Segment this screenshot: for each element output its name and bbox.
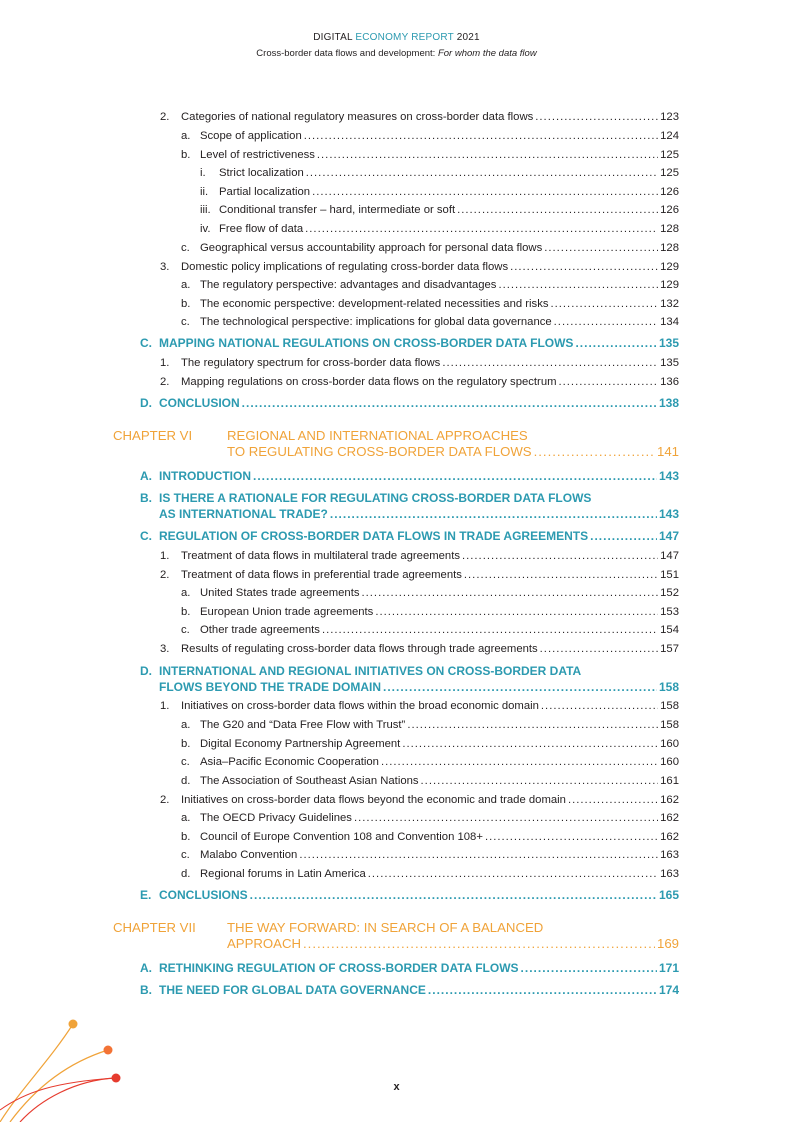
toc-leader-dots xyxy=(551,296,659,312)
toc-number: c. xyxy=(181,849,190,861)
toc-entry-title: CONCLUSION xyxy=(159,396,240,410)
toc-entry[interactable] xyxy=(159,887,679,903)
toc-number: a. xyxy=(181,719,191,731)
toc-entry-title: Initiatives on cross-border data flows within the broad economic domain xyxy=(181,700,539,712)
toc-number: iii. xyxy=(200,204,211,216)
toc-entry-title: Domestic policy implications of regulating cross-border data flows xyxy=(181,261,509,273)
toc-entry-title: The regulatory spectrum for cross-border data flows xyxy=(181,357,441,369)
toc-entry-title: Asia–Pacific Economic Cooperation xyxy=(200,756,379,768)
toc-number: D. xyxy=(140,396,152,410)
toc-leader-dots xyxy=(317,147,658,163)
toc-number: b. xyxy=(181,298,191,310)
toc-page-number: 136 xyxy=(660,376,679,388)
toc-leader-dots xyxy=(368,866,658,882)
toc-number: B. xyxy=(140,491,152,505)
toc-entry[interactable] xyxy=(200,810,679,826)
toc-page-number: 126 xyxy=(660,186,679,198)
toc-leader-dots xyxy=(303,936,655,952)
toc-entry-title: INTERNATIONAL AND REGIONAL INITIATIVES ON CROSS-BORDER DATA xyxy=(159,664,582,678)
toc-entry[interactable] xyxy=(200,866,679,882)
toc-number: c. xyxy=(181,242,190,254)
toc-entry[interactable] xyxy=(181,109,679,125)
toc-entry[interactable] xyxy=(181,374,679,390)
toc-page-number: 129 xyxy=(660,279,679,291)
toc-entry-title: Treatment of data flows in preferential trade agreements xyxy=(181,569,462,581)
toc-entry-title: The economic perspective: development-related necessities and risks xyxy=(200,298,549,310)
toc-leader-dots xyxy=(330,506,657,522)
toc-page-number: 143 xyxy=(658,507,679,521)
toc-number: a. xyxy=(181,587,191,599)
toc-page-number: 125 xyxy=(660,149,679,161)
toc-page-number: 162 xyxy=(660,831,679,843)
toc-entry[interactable] xyxy=(159,335,679,351)
toc-entry-title: REGULATION OF CROSS-BORDER DATA FLOWS IN TRADE AGREEMENTS xyxy=(159,529,589,543)
toc-page-number: 128 xyxy=(660,223,679,235)
toc-page-number: 153 xyxy=(660,606,679,618)
toc-entry[interactable] xyxy=(159,468,679,484)
toc-entry[interactable] xyxy=(227,444,679,460)
toc-page-number: 147 xyxy=(660,550,679,562)
toc-leader-dots xyxy=(554,314,658,330)
page-number: x xyxy=(393,1081,400,1093)
toc-entry-title: Regional forums in Latin America xyxy=(200,868,366,880)
toc-entry[interactable] xyxy=(181,567,679,583)
toc-entry-title: CONCLUSIONS xyxy=(159,888,248,902)
decorative-curves-icon xyxy=(0,1010,130,1122)
toc-entry[interactable] xyxy=(200,829,679,845)
toc-leader-dots xyxy=(306,165,658,181)
toc-entry[interactable] xyxy=(200,604,679,620)
toc-leader-dots xyxy=(590,528,657,544)
toc-number: a. xyxy=(181,279,191,291)
toc-number: c. xyxy=(181,624,190,636)
toc-entry[interactable] xyxy=(159,528,679,544)
toc-entry[interactable] xyxy=(200,240,679,256)
toc-leader-dots xyxy=(407,717,658,733)
toc-entry-title-cont: APPROACH xyxy=(227,936,302,951)
toc-entry[interactable] xyxy=(159,982,679,998)
toc-page-number: 158 xyxy=(660,700,679,712)
toc-leader-dots xyxy=(253,468,657,484)
toc-page-number: 129 xyxy=(660,261,679,273)
toc-number: C. xyxy=(140,529,152,543)
toc-number: a. xyxy=(181,812,191,824)
toc-leader-dots xyxy=(362,585,659,601)
toc-page-number: 135 xyxy=(658,336,679,350)
toc-number: A. xyxy=(140,469,152,483)
toc-page-number: 123 xyxy=(660,111,679,123)
toc-page-number: 157 xyxy=(660,643,679,655)
toc-page-number: 138 xyxy=(658,396,679,410)
toc-page-number: 154 xyxy=(660,624,679,636)
toc-page-number: 160 xyxy=(660,738,679,750)
toc-number: b. xyxy=(181,831,191,843)
toc-page-number: 134 xyxy=(660,316,679,328)
toc-page-number: 124 xyxy=(660,130,679,142)
toc-leader-dots xyxy=(305,221,658,237)
toc-number: 3. xyxy=(160,643,170,655)
toc-entry[interactable] xyxy=(200,754,679,770)
toc-entry[interactable] xyxy=(181,548,679,564)
toc-entry[interactable] xyxy=(181,792,679,808)
toc-leader-dots xyxy=(498,277,658,293)
toc-entry-title: Geographical versus accountability approach for personal data flows xyxy=(200,242,543,254)
toc-page-number: 174 xyxy=(658,983,679,997)
toc-page-number: 163 xyxy=(660,849,679,861)
toc-entry-title: MAPPING NATIONAL REGULATIONS ON CROSS-BORDER DATA FLOWS xyxy=(159,336,574,350)
toc-entry-title-cont: FLOWS BEYOND THE TRADE DOMAIN xyxy=(159,680,381,694)
toc-leader-dots xyxy=(457,202,658,218)
toc-page-number: 160 xyxy=(660,756,679,768)
toc-number: 3. xyxy=(160,261,170,273)
toc-number: 1. xyxy=(160,550,170,562)
toc-number: ii. xyxy=(200,186,209,198)
toc-leader-dots xyxy=(428,982,657,998)
toc-entry[interactable] xyxy=(159,395,679,411)
toc-leader-dots xyxy=(375,604,658,620)
toc-leader-dots xyxy=(354,810,658,826)
toc-leader-dots xyxy=(510,259,658,275)
toc-leader-dots xyxy=(535,109,658,125)
toc-entry[interactable] xyxy=(219,202,679,218)
toc-page-number: 171 xyxy=(658,961,679,975)
toc-page-number: 147 xyxy=(658,529,679,543)
running-header xyxy=(0,31,793,60)
chapter-label: CHAPTER VI xyxy=(113,428,193,443)
toc-entry-title: The technological perspective: implications for global data governance xyxy=(200,316,552,328)
toc-page-number: 163 xyxy=(660,868,679,880)
toc-number: b. xyxy=(181,606,191,618)
toc-entry-title: Conditional transfer – hard, intermediate or soft xyxy=(219,204,456,216)
report-subtitle: Cross-border data flows and development: For whom the data flow xyxy=(256,48,537,59)
toc-leader-dots xyxy=(521,960,657,976)
toc-entry-title: Level of restrictiveness xyxy=(200,149,315,161)
toc-number: D. xyxy=(140,664,152,678)
toc-entry[interactable] xyxy=(200,277,679,293)
toc-entry-title: Categories of national regulatory measures on cross-border data flows xyxy=(181,111,534,123)
toc-page-number: 141 xyxy=(656,444,679,459)
toc-entry-title: The G20 and “Data Free Flow with Trust” xyxy=(200,719,406,731)
toc-entry[interactable] xyxy=(181,259,679,275)
toc-number: c. xyxy=(181,756,190,768)
toc-number: E. xyxy=(140,888,152,902)
toc-entry-title: Other trade agreements xyxy=(200,624,320,636)
toc-entry[interactable] xyxy=(219,184,679,200)
toc-page-number: 143 xyxy=(658,469,679,483)
toc-page-number: 126 xyxy=(660,204,679,216)
toc-entry-title: Mapping regulations on cross-border data flows on the regulatory spectrum xyxy=(181,376,557,388)
toc-number: b. xyxy=(181,738,191,750)
toc-page-number: 162 xyxy=(660,812,679,824)
toc-entry-title: Malabo Convention xyxy=(200,849,298,861)
toc-entry-title: Council of Europe Convention 108 and Convention 108+ xyxy=(200,831,483,843)
toc-entry[interactable] xyxy=(159,506,679,522)
toc-entry-title: The regulatory perspective: advantages and disadvantages xyxy=(200,279,497,291)
toc-entry[interactable] xyxy=(227,936,679,952)
toc-leader-dots xyxy=(541,698,658,714)
toc-entry-title: RETHINKING REGULATION OF CROSS-BORDER DATA FLOWS xyxy=(159,961,519,975)
toc-number: d. xyxy=(181,775,191,787)
toc-number: iv. xyxy=(200,223,211,235)
toc-page-number: 151 xyxy=(660,569,679,581)
toc-entry[interactable] xyxy=(200,736,679,752)
toc-entry-title: Digital Economy Partnership Agreement xyxy=(200,738,401,750)
toc-entry-title: European Union trade agreements xyxy=(200,606,374,618)
toc-leader-dots xyxy=(568,792,658,808)
toc-number: 2. xyxy=(160,111,170,123)
toc-entry-title: THE NEED FOR GLOBAL DATA GOVERNANCE xyxy=(159,983,426,997)
toc-page-number: 161 xyxy=(660,775,679,787)
toc-leader-dots xyxy=(381,754,658,770)
toc-number: 2. xyxy=(160,794,170,806)
toc-number: 2. xyxy=(160,376,170,388)
toc-page-number: 132 xyxy=(660,298,679,310)
toc-leader-dots xyxy=(462,548,658,564)
toc-entry-title: Partial localization xyxy=(219,186,311,198)
toc-leader-dots xyxy=(534,444,655,460)
toc-page-number: 158 xyxy=(660,719,679,731)
toc-entry-title: The Association of Southeast Asian Nations xyxy=(200,775,419,787)
toc-entry[interactable] xyxy=(159,679,679,695)
toc-page-number: 125 xyxy=(660,167,679,179)
toc-entry-title: Initiatives on cross-border data flows beyond the economic and trade domain xyxy=(181,794,566,806)
toc-leader-dots xyxy=(485,829,658,845)
toc-entry-title: United States trade agreements xyxy=(200,587,360,599)
toc-leader-dots xyxy=(402,736,658,752)
toc-leader-dots xyxy=(242,395,657,411)
toc-number: A. xyxy=(140,961,152,975)
toc-leader-dots xyxy=(383,679,657,695)
report-title: DIGITAL ECONOMY REPORT 2021 xyxy=(313,32,480,43)
toc-entry-title: Treatment of data flows in multilateral trade agreements xyxy=(181,550,460,562)
toc-entry[interactable] xyxy=(181,641,679,657)
toc-entry[interactable] xyxy=(200,847,679,863)
toc-entry-title: The OECD Privacy Guidelines xyxy=(200,812,352,824)
toc-leader-dots xyxy=(250,887,657,903)
toc-number: i. xyxy=(200,167,206,179)
toc-leader-dots xyxy=(464,567,658,583)
toc-number: B. xyxy=(140,983,152,997)
toc-entry-title-cont: AS INTERNATIONAL TRADE? xyxy=(159,507,328,521)
toc-leader-dots xyxy=(299,847,658,863)
toc-entry[interactable] xyxy=(200,128,679,144)
toc-number: d. xyxy=(181,868,191,880)
toc-entry-title: Scope of application xyxy=(200,130,302,142)
toc-entry[interactable] xyxy=(200,147,679,163)
toc-entry-title: THE WAY FORWARD: IN SEARCH OF A BALANCED xyxy=(227,920,544,935)
toc-entry[interactable] xyxy=(219,165,679,181)
toc-entry-title: REGIONAL AND INTERNATIONAL APPROACHES xyxy=(227,428,528,443)
toc-leader-dots xyxy=(544,240,658,256)
toc-page-number: 169 xyxy=(656,936,679,951)
toc-leader-dots xyxy=(442,355,658,371)
toc-entry[interactable] xyxy=(200,773,679,789)
toc-number: 1. xyxy=(160,700,170,712)
toc-entry[interactable] xyxy=(181,698,679,714)
toc-number: c. xyxy=(181,316,190,328)
toc-number: b. xyxy=(181,149,191,161)
toc-entry-title: Free flow of data xyxy=(219,223,304,235)
toc-leader-dots xyxy=(559,374,659,390)
toc-number: 2. xyxy=(160,569,170,581)
toc-page-number: 152 xyxy=(660,587,679,599)
toc-page-number: 158 xyxy=(658,680,679,694)
toc-entry[interactable] xyxy=(200,296,679,312)
toc-entry[interactable] xyxy=(219,221,679,237)
toc-entry[interactable] xyxy=(200,314,679,330)
toc-entry-title: Results of regulating cross-border data flows through trade agreements xyxy=(181,643,538,655)
toc-page-number: 162 xyxy=(660,794,679,806)
toc-page-number: 165 xyxy=(658,888,679,902)
toc-entry-title: Strict localization xyxy=(219,167,304,179)
toc-number: a. xyxy=(181,130,191,142)
toc-page-number: 128 xyxy=(660,242,679,254)
toc-number: 1. xyxy=(160,357,170,369)
toc-leader-dots xyxy=(540,641,658,657)
toc-leader-dots xyxy=(312,184,658,200)
toc-entry-title-cont: TO REGULATING CROSS-BORDER DATA FLOWS xyxy=(227,444,532,459)
toc-entry[interactable] xyxy=(181,355,679,371)
toc-entry[interactable] xyxy=(200,622,679,638)
chapter-label: CHAPTER VII xyxy=(113,920,196,935)
toc-page-number: 135 xyxy=(660,357,679,369)
toc-entry[interactable] xyxy=(200,585,679,601)
toc-leader-dots xyxy=(421,773,659,789)
toc-leader-dots xyxy=(575,335,657,351)
toc-leader-dots xyxy=(322,622,658,638)
toc-entry[interactable] xyxy=(200,717,679,733)
toc-entry-title: INTRODUCTION xyxy=(159,469,251,483)
toc-entry[interactable] xyxy=(159,960,679,976)
toc-entry-title: IS THERE A RATIONALE FOR REGULATING CROSS-BORDER DATA FLOWS xyxy=(159,491,592,505)
toc-number: C. xyxy=(140,336,152,350)
toc-leader-dots xyxy=(304,128,658,144)
